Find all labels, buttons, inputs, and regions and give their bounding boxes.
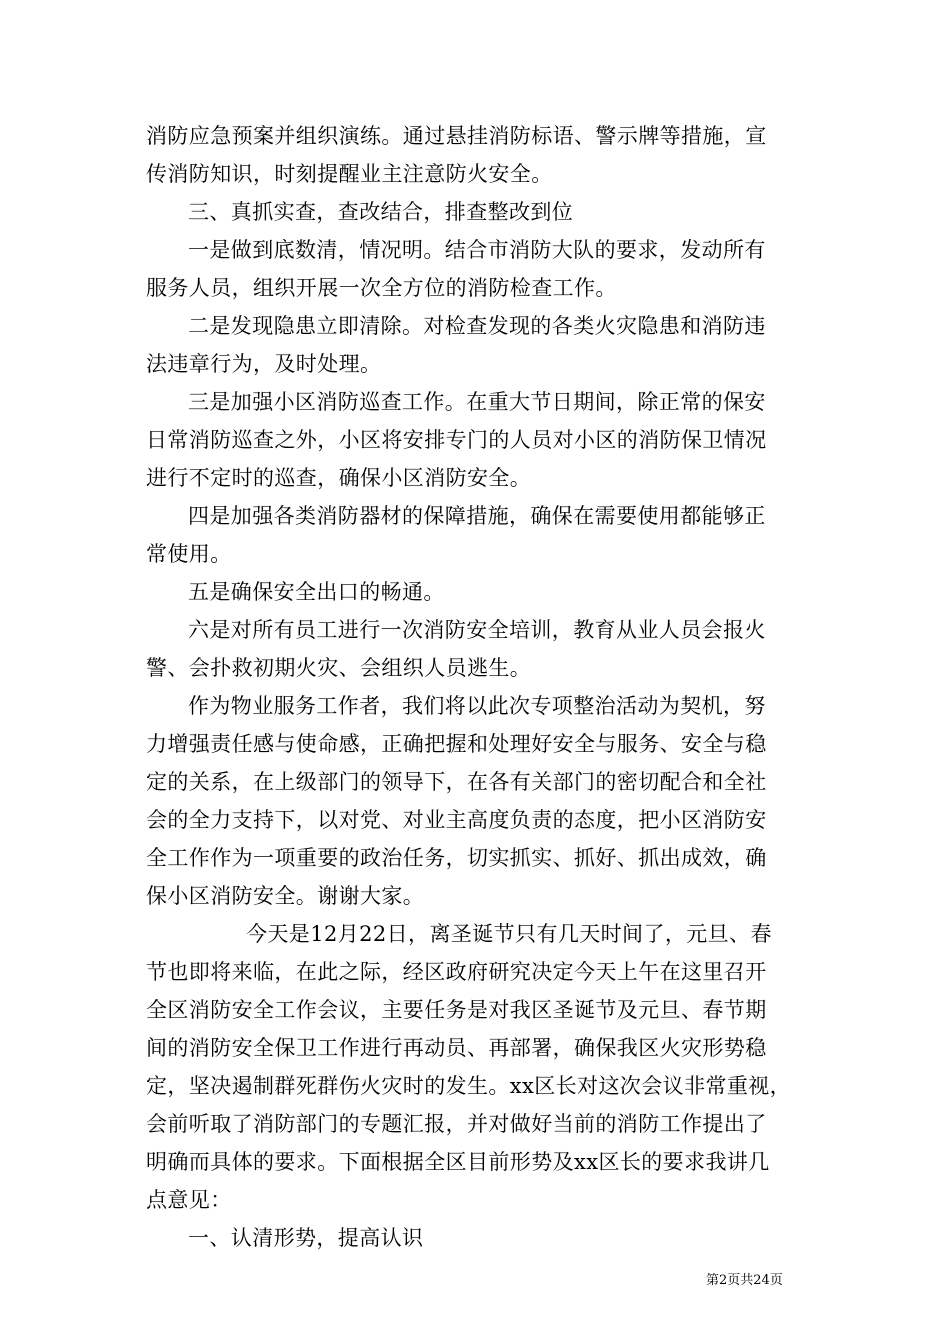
text-line: 一是做到底数清，情况明。结合市消防大队的要求，发动所有 — [188, 238, 766, 262]
text-line: 服务人员，组织开展一次全方位的消防检查工作。 — [146, 276, 617, 300]
text-line: 定，坚决遏制群死群伤火灾时的发生。xx区长对这次会议非常重视， — [146, 1074, 792, 1098]
text-line: 保小区消防安全。谢谢大家。 — [146, 884, 425, 908]
text-line: 常使用。 — [146, 542, 232, 566]
section-heading: 一、认清形势，提高认识 — [188, 1226, 424, 1250]
page-number: 第2页共24页 — [706, 1273, 783, 1288]
text-line: 全区消防安全工作会议，主要任务是对我区圣诞节及元旦、春节期 — [146, 998, 767, 1022]
text-line: 法违章行为，及时处理。 — [146, 352, 382, 376]
text-line: 六是对所有员工进行一次消防安全培训，教育从业人员会报火 — [188, 618, 766, 642]
text-line: 节也即将来临，在此之际，经区政府研究决定今天上午在这里召开 — [146, 960, 767, 984]
text-line: 五是确保安全出口的畅通。 — [188, 580, 445, 604]
text-line: 明确而具体的要求。下面根据全区目前形势及xx区长的要求我讲几 — [146, 1150, 770, 1174]
text-line: 警、会扑救初期火灾、会组织人员逃生。 — [146, 656, 532, 680]
text-line: 传消防知识，时刻提醒业主注意防火安全。 — [146, 162, 553, 186]
text-line: 消防应急预案并组织演练。通过悬挂消防标语、警示牌等措施，宣 — [146, 124, 767, 148]
text-line: 全工作作为一项重要的政治任务，切实抓实、抓好、抓出成效，确 — [146, 846, 767, 870]
text-line: 三是加强小区消防巡查工作。在重大节日期间，除正常的保安 — [188, 390, 766, 414]
text-line: 今天是12月22日，离圣诞节只有几天时间了，元旦、春 — [246, 922, 772, 946]
text-line: 二是发现隐患立即清除。对检查发现的各类火灾隐患和消防违 — [188, 314, 766, 338]
text-line: 会前听取了消防部门的专题汇报，并对做好当前的消防工作提出了 — [146, 1112, 767, 1136]
text-line: 会的全力支持下，以对党、对业主高度负责的态度，把小区消防安 — [146, 808, 767, 832]
text-line: 力增强责任感与使命感，正确把握和处理好安全与服务、安全与稳 — [146, 732, 767, 756]
text-line: 间的消防安全保卫工作进行再动员、再部署，确保我区火灾形势稳 — [146, 1036, 767, 1060]
text-line: 作为物业服务工作者，我们将以此次专项整治活动为契机，努 — [188, 694, 766, 718]
text-line: 进行不定时的巡查，确保小区消防安全。 — [146, 466, 532, 490]
text-line: 日常消防巡查之外，小区将安排专门的人员对小区的消防保卫情况 — [146, 428, 767, 452]
text-line: 四是加强各类消防器材的保障措施，确保在需要使用都能够正 — [188, 504, 766, 528]
section-heading: 三、真抓实查，查改结合，排查整改到位 — [188, 200, 574, 224]
text-line: 点意见： — [146, 1188, 232, 1212]
text-line: 定的关系，在上级部门的领导下，在各有关部门的密切配合和全社 — [146, 770, 767, 794]
